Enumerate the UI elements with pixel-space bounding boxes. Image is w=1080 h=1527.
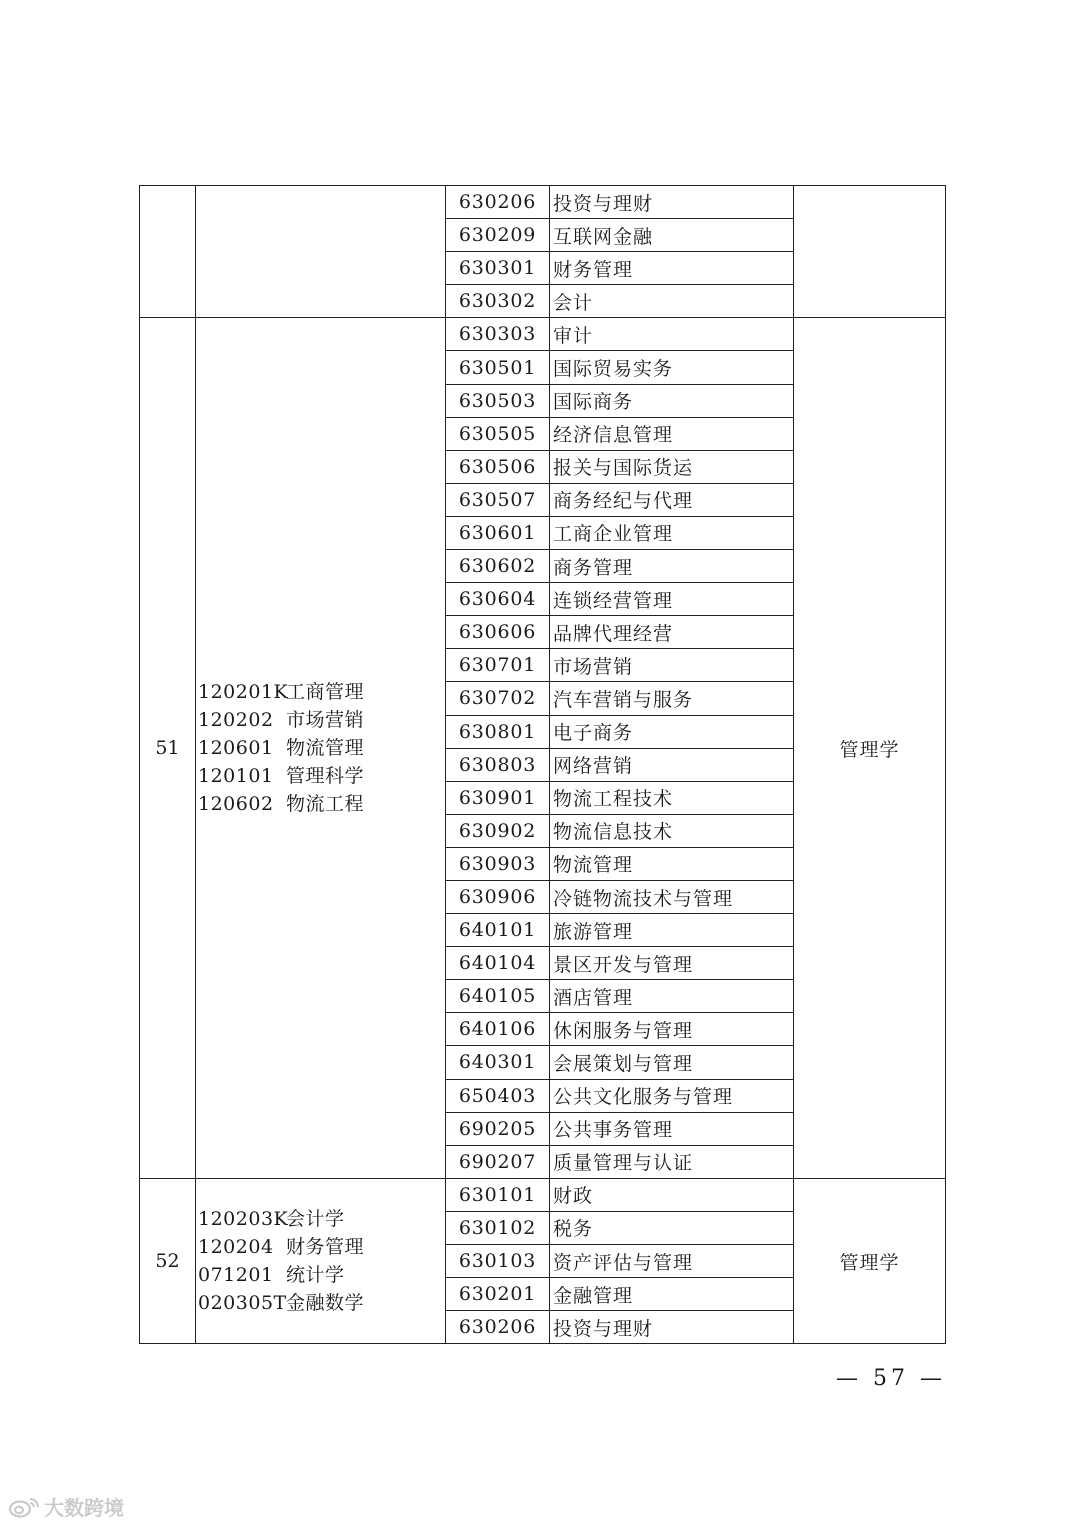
vocational-major-name: 商务经纪与代理: [550, 483, 794, 516]
vocational-major-name: 投资与理财: [550, 1311, 794, 1344]
major-mapping-table: [139, 185, 946, 1344]
vocational-major-name: 公共文化服务与管理: [550, 1079, 794, 1112]
watermark-text: 大数跨境: [44, 1496, 124, 1520]
vocational-major-name: 旅游管理: [550, 914, 794, 947]
vocational-major-name: 会展策划与管理: [550, 1046, 794, 1079]
undergrad-majors-cell: [196, 186, 446, 318]
vocational-major-name: 景区开发与管理: [550, 947, 794, 980]
vocational-major-name: 审计: [550, 318, 794, 351]
undergrad-major-code: 120204: [198, 1236, 274, 1259]
vocational-major-name: 品牌代理经营: [550, 616, 794, 649]
vocational-major-code: 630903: [446, 847, 550, 880]
vocational-major-code: 640101: [446, 914, 550, 947]
vocational-major-code: 640104: [446, 947, 550, 980]
undergrad-major: [198, 706, 445, 734]
undergrad-major: [198, 790, 445, 818]
vocational-major-code: 630701: [446, 649, 550, 682]
undergrad-major-code: 020305T: [198, 1292, 287, 1315]
vocational-major-name: 经济信息管理: [550, 417, 794, 450]
undergrad-major-code: 120601: [198, 737, 274, 760]
vocational-major-name: 国际贸易实务: [550, 351, 794, 384]
page-number: — 57 —: [836, 1366, 946, 1391]
undergrad-majors-cell: [196, 1178, 446, 1343]
vocational-major-name: 会计: [550, 285, 794, 318]
discipline-category-cell: [794, 186, 946, 318]
vocational-major-name: 物流信息技术: [550, 814, 794, 847]
vocational-major-code: 690205: [446, 1112, 550, 1145]
vocational-major-name: 物流工程技术: [550, 781, 794, 814]
undergrad-major: [198, 678, 445, 706]
vocational-major-code: 640301: [446, 1046, 550, 1079]
undergrad-major: [198, 1233, 445, 1261]
vocational-major-code: 690207: [446, 1145, 550, 1178]
vocational-major-code: 630301: [446, 252, 550, 285]
vocational-major-name: 市场营销: [550, 649, 794, 682]
vocational-major-code: 630506: [446, 450, 550, 483]
undergrad-major-code: 120201K: [198, 681, 289, 704]
vocational-major-name: 休闲服务与管理: [550, 1013, 794, 1046]
vocational-major-code: 630906: [446, 880, 550, 913]
weibo-logo-icon: [8, 1495, 42, 1519]
vocational-major-code: 630503: [446, 384, 550, 417]
vocational-major-code: 640105: [446, 980, 550, 1013]
table-row: [140, 318, 946, 351]
watermark: [8, 1492, 124, 1521]
vocational-major-name: 网络营销: [550, 748, 794, 781]
undergrad-majors-cell: [196, 318, 446, 1178]
undergrad-major-name: 会计学: [286, 1208, 345, 1231]
discipline-category-cell: 管理学: [794, 318, 946, 1178]
undergrad-major-code: 120101: [198, 765, 274, 788]
vocational-major-name: 物流管理: [550, 847, 794, 880]
vocational-major-code: 630302: [446, 285, 550, 318]
vocational-major-code: 630102: [446, 1211, 550, 1244]
undergrad-major-code: 120202: [198, 709, 274, 732]
vocational-major-name: 质量管理与认证: [550, 1145, 794, 1178]
vocational-major-name: 资产评估与管理: [550, 1245, 794, 1278]
vocational-major-name: 冷链物流技术与管理: [550, 880, 794, 913]
vocational-major-code: 630604: [446, 583, 550, 616]
vocational-major-code: 630803: [446, 748, 550, 781]
vocational-major-name: 报关与国际货运: [550, 450, 794, 483]
undergrad-major-code: 071201: [198, 1264, 274, 1287]
undergrad-major: [198, 1261, 445, 1289]
vocational-major-code: 630702: [446, 682, 550, 715]
undergrad-major-name: 市场营销: [286, 709, 365, 732]
vocational-major-name: 国际商务: [550, 384, 794, 417]
vocational-major-name: 金融管理: [550, 1278, 794, 1311]
vocational-major-code: 630602: [446, 550, 550, 583]
vocational-major-code: 630101: [446, 1178, 550, 1211]
vocational-major-code: 630501: [446, 351, 550, 384]
undergrad-major-name: 管理科学: [286, 765, 365, 788]
vocational-major-code: 640106: [446, 1013, 550, 1046]
vocational-major-name: 商务管理: [550, 550, 794, 583]
undergrad-major-name: 统计学: [286, 1264, 345, 1287]
vocational-major-code: 630901: [446, 781, 550, 814]
vocational-major-code: 630507: [446, 483, 550, 516]
vocational-major-name: 财务管理: [550, 252, 794, 285]
vocational-major-code: 630201: [446, 1278, 550, 1311]
vocational-major-code: 630206: [446, 1311, 550, 1344]
undergrad-major-name: 财务管理: [286, 1236, 365, 1259]
vocational-major-name: 投资与理财: [550, 186, 794, 219]
vocational-major-name: 酒店管理: [550, 980, 794, 1013]
vocational-major-name: 税务: [550, 1211, 794, 1244]
vocational-major-code: 630303: [446, 318, 550, 351]
vocational-major-name: 互联网金融: [550, 219, 794, 252]
undergrad-major: [198, 1289, 445, 1317]
table-row: [140, 186, 946, 219]
vocational-major-code: 630606: [446, 616, 550, 649]
undergrad-major-name: 工商管理: [286, 681, 365, 704]
vocational-major-name: 汽车营销与服务: [550, 682, 794, 715]
vocational-major-name: 财政: [550, 1178, 794, 1211]
vocational-major-name: 工商企业管理: [550, 516, 794, 549]
vocational-major-name: 连锁经营管理: [550, 583, 794, 616]
undergrad-major-name: 金融数学: [286, 1292, 365, 1315]
undergrad-major-name: 物流管理: [286, 737, 365, 760]
undergrad-major-code: 120602: [198, 793, 274, 816]
vocational-major-code: 630103: [446, 1245, 550, 1278]
vocational-major-code: 630505: [446, 417, 550, 450]
undergrad-major: [198, 1205, 445, 1233]
undergrad-major: [198, 762, 445, 790]
table-row: [140, 1178, 946, 1211]
undergrad-major-name: 物流工程: [286, 793, 365, 816]
vocational-major-code: 630206: [446, 186, 550, 219]
vocational-major-code: 650403: [446, 1079, 550, 1112]
table-body: [140, 186, 946, 1344]
vocational-major-code: 630902: [446, 814, 550, 847]
undergrad-major: [198, 734, 445, 762]
undergrad-major-code: 120203K: [198, 1208, 289, 1231]
vocational-major-name: 公共事务管理: [550, 1112, 794, 1145]
vocational-major-code: 630601: [446, 516, 550, 549]
vocational-major-name: 电子商务: [550, 715, 794, 748]
group-number-cell: 52: [140, 1178, 196, 1343]
group-number-cell: 51: [140, 318, 196, 1178]
group-number-cell: [140, 186, 196, 318]
discipline-category-cell: 管理学: [794, 1178, 946, 1343]
vocational-major-code: 630209: [446, 219, 550, 252]
vocational-major-code: 630801: [446, 715, 550, 748]
